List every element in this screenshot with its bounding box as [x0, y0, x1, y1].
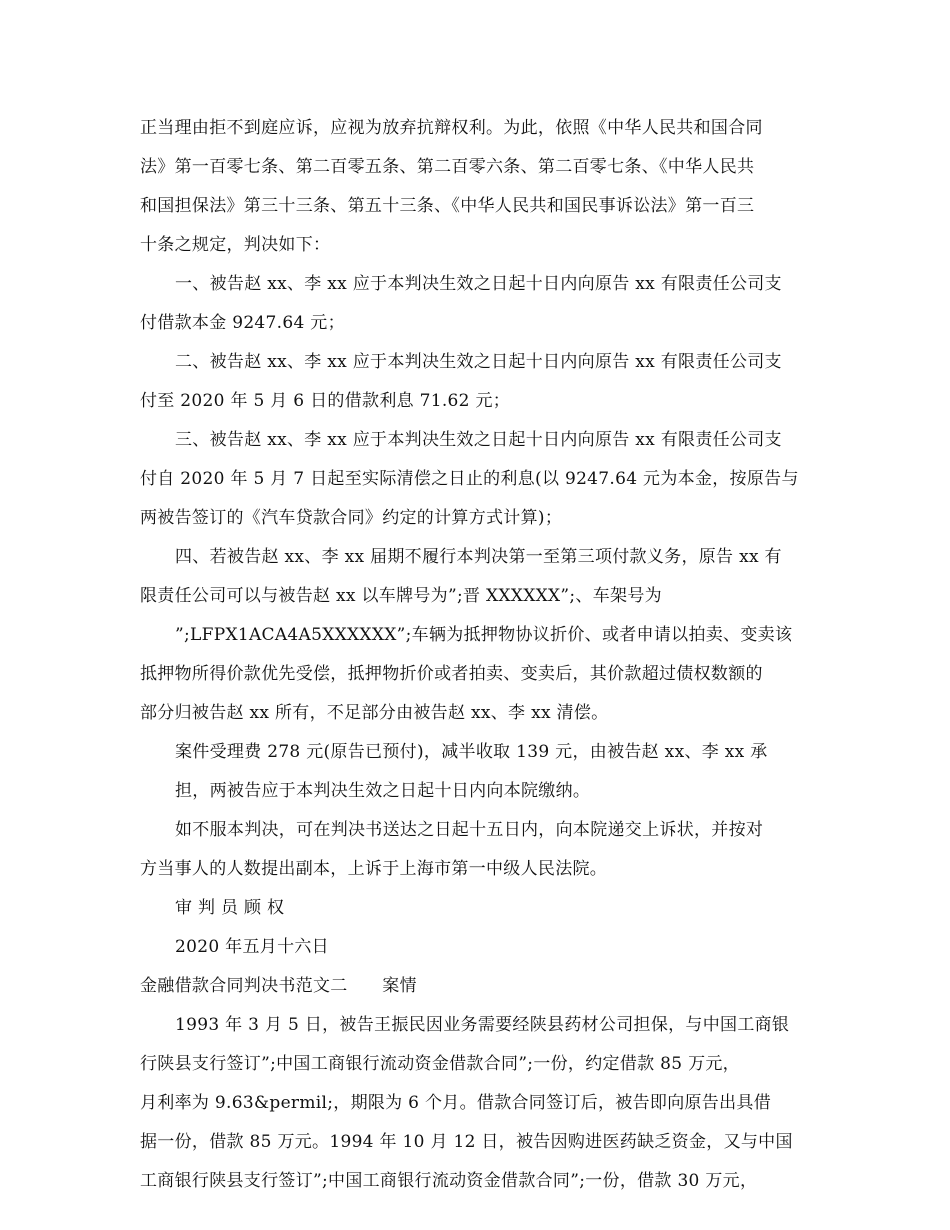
text-line: 一、被告赵 xx、李 xx 应于本判决生效之日起十日内向原告 xx 有限责任公司支 [175, 274, 782, 294]
text-line: 工商银行陕县支行签订”;中国工商银行流动资金借款合同”;一份，借款 30 万元， [140, 1171, 758, 1191]
signature-judge: 审 判 员 顾 权 [175, 898, 285, 918]
text-line: 两被告签订的《汽车贷款合同》约定的计算方式计算)； [140, 508, 563, 528]
text-line: 抵押物所得价款优先受偿，抵押物折价或者拍卖、变卖后，其价款超过债权数额的 [140, 664, 763, 684]
text-line: 三、被告赵 xx、李 xx 应于本判决生效之日起十日内向原告 xx 有限责任公司支 [175, 430, 782, 450]
text-line: 和国担保法》第三十三条、第五十三条、《中华人民共和国民事诉讼法》第一百三 [140, 196, 755, 216]
text-line: 付自 2020 年 5 月 7 日起至实际清偿之日止的利息(以 9247.64 元为本金，按原告与 [140, 469, 799, 489]
text-line: 法》第一百零七条、第二百零五条、第二百零六条、第二百零七条、《中华人民共 [140, 157, 755, 177]
text-line: 方当事人的人数提出副本，上诉于上海市第一中级人民法院。 [140, 859, 608, 879]
text-line: 如不服本判决，可在判决书送达之日起十五日内，向本院递交上诉状，并按对 [175, 820, 764, 840]
text-line: 行陕县支行签订”;中国工商银行流动资金借款合同”;一份，约定借款 85 万元， [140, 1054, 740, 1074]
text-line: 1993 年 3 月 5 日，被告王振民因业务需要经陕县药材公司担保，与中国工商银 [175, 1015, 790, 1035]
text-line: ”;LFPX1ACA4A5XXXXXX”;车辆为抵押物协议折价、或者申请以拍卖、变卖该 [175, 625, 793, 645]
text-line: 正当理由拒不到庭应诉，应视为放弃抗辩权利。为此，依照《中华人民共和国合同 [140, 118, 763, 138]
document-date: 2020 年五月十六日 [175, 937, 329, 957]
text-line: 付借款本金 9247.64 元； [140, 313, 345, 333]
text-line: 案件受理费 278 元(原告已预付)，减半收取 139 元，由被告赵 xx、李 xx 承 [175, 742, 768, 762]
text-line: 四、若被告赵 xx、李 xx 届期不履行本判决第一至第三项付款义务，原告 xx 有 [175, 547, 782, 567]
text-line: 二、被告赵 xx、李 xx 应于本判决生效之日起十日内向原告 xx 有限责任公司支 [175, 352, 782, 372]
text-line: 部分归被告赵 xx 所有，不足部分由被告赵 xx、李 xx 清偿。 [140, 703, 609, 723]
text-line: 付至 2020 年 5 月 6 日的借款利息 71.62 元； [140, 391, 511, 411]
text-line: 担，两被告应于本判决生效之日起十日内向本院缴纳。 [175, 781, 591, 801]
text-line: 月利率为 9.63&permil;，期限为 6 个月。借款合同签订后，被告即向原告出具借 [140, 1093, 772, 1113]
text-line: 限责任公司可以与被告赵 xx 以车牌号为”;晋 XXXXXX”;、车架号为 [140, 586, 662, 606]
text-line: 据一份，借款 85 万元。1994 年 10 月 12 日，被告因购进医药缺乏资金，又与中国 [140, 1132, 793, 1152]
section-heading: 金融借款合同判决书范文二 案情 [140, 976, 417, 996]
text-line: 十条之规定，判决如下： [140, 235, 331, 255]
